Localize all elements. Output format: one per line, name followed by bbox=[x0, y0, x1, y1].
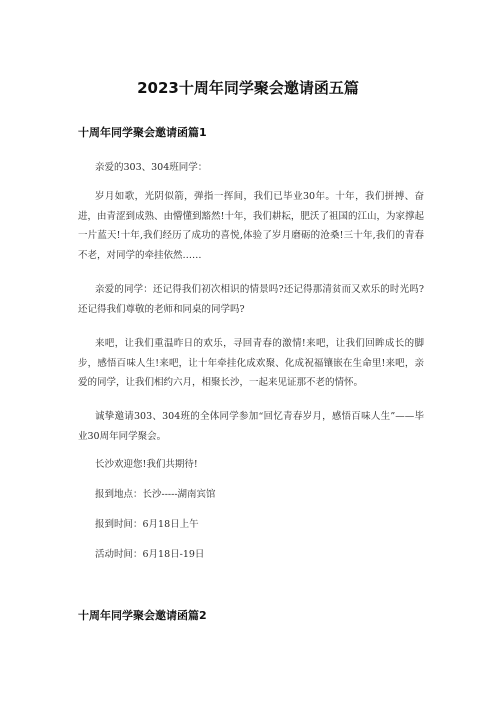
section-heading-2: 十周年同学聚会邀请函篇2 bbox=[78, 609, 207, 622]
paragraph-location: 报到地点：长沙-----湖南宾馆 bbox=[95, 489, 216, 500]
paragraph-event-time: 活动时间：6月18日-19日 bbox=[95, 549, 205, 560]
document-title: 2023十周年同学聚会邀请函五篇 bbox=[137, 79, 359, 97]
paragraph-salutation: 亲爱的303、304班同学： bbox=[95, 162, 208, 173]
paragraph-welcome: 长沙欢迎您!我们共期待! bbox=[95, 459, 198, 470]
paragraph-memories: 亲爱的同学：还记得我们初次相识的情景吗?还记得那清贫而又欢乐的时光吗?还记得我们尊敬的老师和同桌的同学吗? bbox=[78, 284, 424, 315]
paragraph-intro: 岁月如歌，光阴似箭，弹指一挥间，我们已毕业30年。十年，我们拼搏、奋进，由青涩到成熟、由懵懂到豁然!十年，我们耕耘，肥沃了祖国的江山，为家撑起一片蓝天!十年,我们经历了成功的喜悦,体验了岁月磨砺的沧桑!三十年,我们的青春不老，对同学的牵挂依然…… bbox=[78, 191, 424, 261]
section-heading-1: 十周年同学聚会邀请函篇1 bbox=[78, 126, 207, 139]
paragraph-formal-invite: 诚挚邀请303、304班的全体同学参加“回忆青春岁月，感悟百味人生”——毕业30周年同学聚会。 bbox=[78, 411, 424, 442]
paragraph-invitation-call: 来吧，让我们重温昨日的欢乐，寻回青春的激情!来吧，让我们回眸成长的脚步，感悟百味人生!来吧，让十年牵挂化成欢聚、化成祝福镶嵌在生命里!来吧，亲爱的同学，让我们相约六月，相聚长沙，一起来见证那不老的情怀。 bbox=[78, 338, 424, 388]
paragraph-checkin-time: 报到时间：6月18日上午 bbox=[95, 519, 199, 530]
